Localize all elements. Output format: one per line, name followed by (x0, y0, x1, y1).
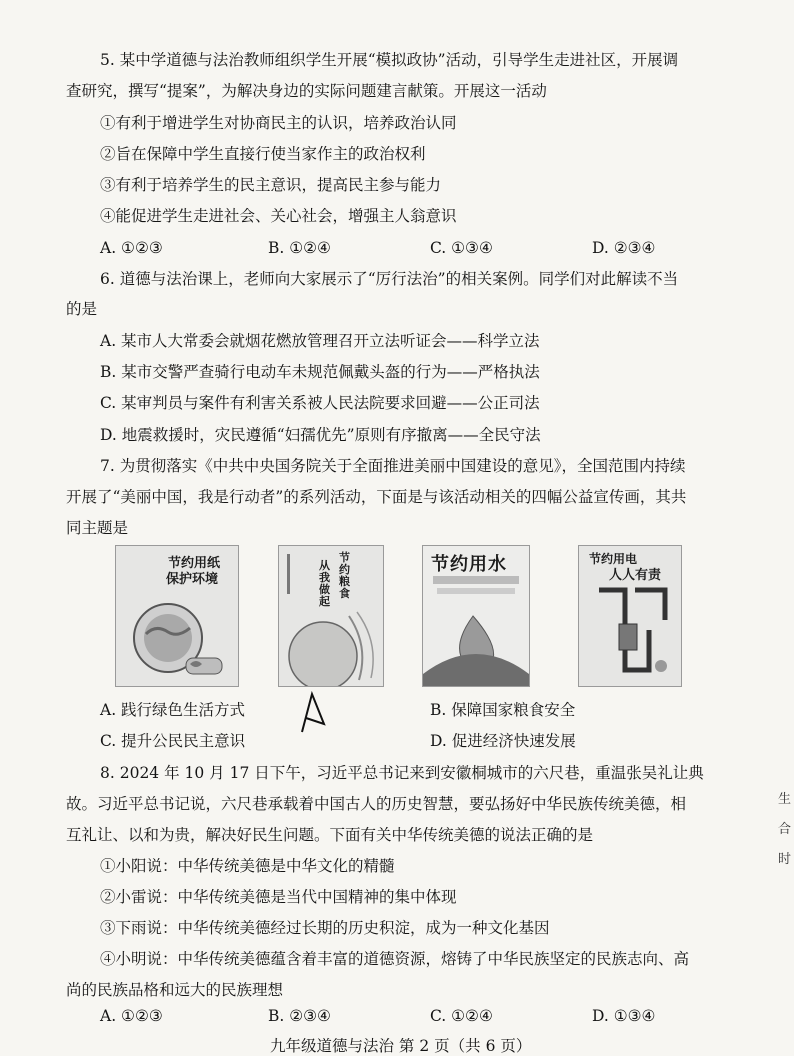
q7-stem-line3: 同主题是 (66, 519, 129, 537)
q6-stem-line2: 的是 (66, 300, 98, 318)
q6-option-a: A. 某市人大常委会就烟花燃放管理召开立法听证会——科学立法 (100, 332, 540, 350)
poster-water-title: 节约用水 (431, 554, 507, 575)
q5-item-1: ①有利于增进学生对协商民主的认识，培养政治认同 (100, 114, 457, 132)
q5-item-2: ②旨在保障中学生直接行使当家作主的政治权利 (100, 145, 426, 163)
q5-item-4: ④能促进学生走进社会、关心社会，增强主人翁意识 (100, 207, 457, 225)
q7-stem-line1: 7. 为贯彻落实《中共中央国务院关于全面推进美丽中国建设的意见》，全国范围内持续 (100, 457, 686, 475)
q7-option-b: B. 保障国家粮食安全 (430, 701, 576, 719)
poster-electricity (578, 545, 682, 687)
q6-option-b: B. 某市交警严查骑行电动车未规范佩戴头盔的行为——严格执法 (100, 363, 540, 381)
q8-option-a: A. ①②③ (100, 1007, 163, 1025)
poster-electricity-line2: 人人有责 (609, 568, 662, 583)
poster-food (278, 545, 384, 687)
q5-option-c: C. ①③④ (430, 239, 493, 257)
q8-option-c: C. ①②④ (430, 1007, 493, 1025)
q8-item-4-line2: 尚的民族品格和远大的民族理想 (66, 981, 284, 999)
poster-electricity-line1: 节约用电 (589, 552, 638, 566)
q7-option-a: A. 践行绿色生活方式 (100, 701, 246, 719)
margin-char-2: 合 (778, 822, 792, 837)
q5-option-d: D. ②③④ (592, 239, 656, 257)
q8-stem-line1: 8. 2024 年 10 月 17 日下午，习近平总书记来到安徽桐城市的六尺巷，重温张吴礼让典 (100, 764, 704, 782)
poster-paper (115, 545, 239, 687)
q8-option-d: D. ①③④ (592, 1007, 656, 1025)
q5-stem-line2: 查研究，撰写“提案”，为解决身边的实际问题建言献策。开展这一活动 (66, 82, 547, 100)
margin-char-3: 时 (778, 852, 792, 867)
q8-item-4: ④小明说：中华传统美德蕴含着丰富的道德资源，熔铸了中华民族坚定的民族志向、高 (100, 950, 690, 968)
q8-item-2: ②小雷说：中华传统美德是当代中国精神的集中体现 (100, 888, 457, 906)
q8-item-3: ③下雨说：中华传统美德经过长期的历史积淀，成为一种文化基因 (100, 919, 550, 937)
q5-item-3: ③有利于培养学生的民主意识，提高民主参与能力 (100, 176, 442, 194)
q6-stem-line1: 6. 道德与法治课上，老师向大家展示了“厉行法治”的相关案例。同学们对此解读不当 (100, 270, 679, 288)
q8-stem-line2: 故。习近平总书记说，六尺巷承载着中国古人的历史智慧，要弘扬好中华民族传统美德，相 (66, 795, 687, 813)
poster-water (422, 545, 530, 687)
poster-food-col1: 节约粮食 (339, 551, 350, 600)
q7-option-c: C. 提升公民民主意识 (100, 732, 246, 750)
water-drop-icon (423, 546, 529, 686)
margin-char-1: 生 (778, 792, 792, 807)
poster-paper-line1: 节约用纸 (168, 556, 221, 571)
power-plug-icon (579, 546, 681, 686)
q5-option-a: A. ①②③ (100, 239, 163, 257)
q7-stem-line2: 开展了“美丽中国，我是行动者”的系列活动，下面是与该活动相关的四幅公益宣传画，其共 (66, 488, 687, 506)
q7-option-d: D. 促进经济快速发展 (430, 732, 576, 750)
handwritten-answer-mark (292, 688, 332, 736)
poster-paper-line2: 保护环境 (166, 572, 219, 587)
poster-food-col2: 从我做起 (319, 559, 330, 608)
q5-stem-line1: 5. 某中学道德与法治教师组织学生开展“模拟政协”活动，引导学生走进社区，开展调 (100, 51, 679, 69)
q8-stem-line3: 互礼让、以和为贵，解决好民生问题。下面有关中华传统美德的说法正确的是 (66, 826, 594, 844)
page-footer: 九年级道德与法治 第 2 页（共 6 页） (270, 1037, 532, 1055)
q6-option-d: D. 地震救援时，灾民遵循“妇孺优先”原则有序撤离——全民守法 (100, 426, 541, 444)
q6-option-c: C. 某审判员与案件有利害关系被人民法院要求回避——公正司法 (100, 394, 540, 412)
paper-roll-globe-icon (116, 546, 238, 686)
q8-item-1: ①小阳说：中华传统美德是中华文化的精髓 (100, 857, 395, 875)
q8-option-b: B. ②③④ (268, 1007, 331, 1025)
q5-option-b: B. ①②④ (268, 239, 331, 257)
